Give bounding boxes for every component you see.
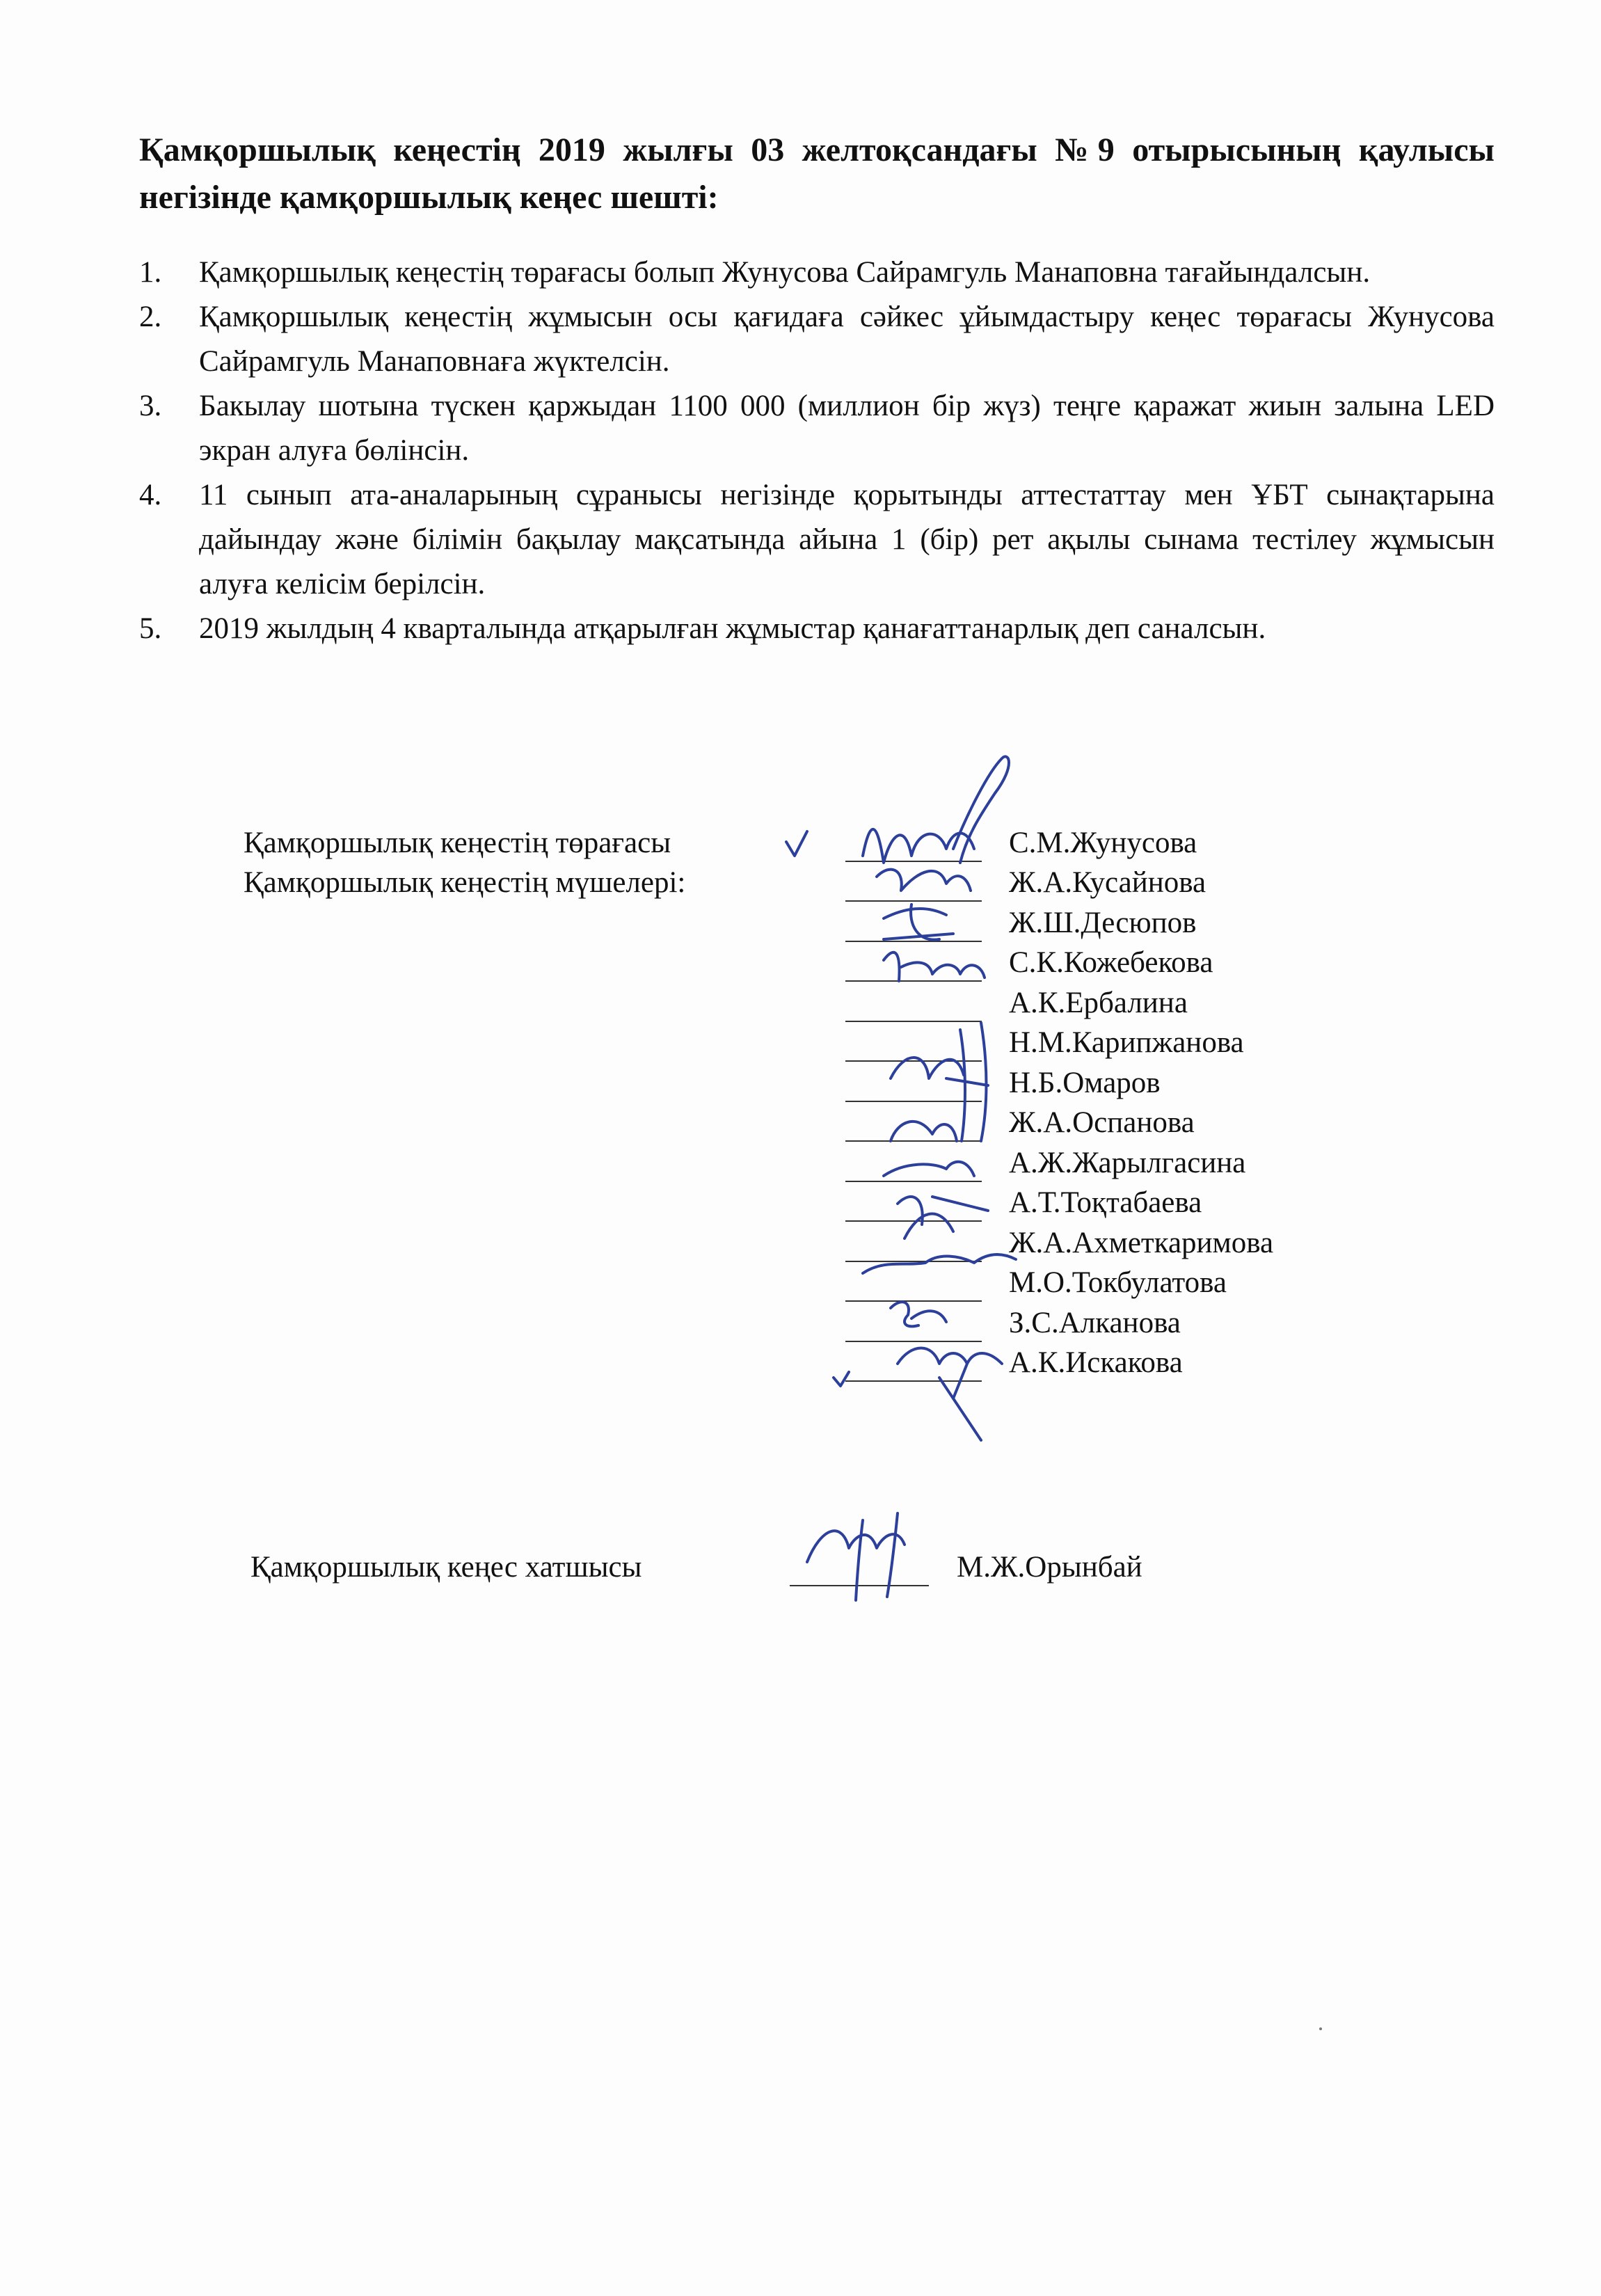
secretary-signature-line [790, 1585, 929, 1586]
signature-line [845, 900, 982, 902]
signature-line [845, 1300, 982, 1302]
resolution-heading: Қамқоршылық кеңестің 2019 жылғы 03 желтоқсандағы №9 отырысының қаулысы негізінде қамқоршылық кеңес шешті: [139, 131, 1495, 216]
signature-line [845, 1181, 982, 1182]
signature-line [845, 1060, 982, 1062]
signature-line [845, 1341, 982, 1342]
item-text: 2019 жылдың 4 кварталында атқарылған жұмыстар қанағаттанарлық деп саналсын. [199, 612, 1266, 645]
item-number: 4. [139, 479, 162, 511]
decision-item [139, 473, 1495, 607]
decision-item [139, 295, 1495, 384]
item-number: 2. [139, 301, 162, 333]
signature-line [845, 1261, 982, 1262]
member-name: З.С.Алканова [1009, 1307, 1181, 1339]
member-name: С.М.Жунусова [1009, 827, 1197, 859]
member-name: А.К.Искакова [1009, 1346, 1183, 1379]
decision-item [139, 384, 1495, 473]
scan-speck [1319, 2027, 1322, 2030]
decision-item [139, 250, 1495, 295]
item-text: Бакылау шотына түскен қаржыдан 1100 000 (миллион бір жүз) теңге қаражат жиын залына LED экран алуға бөлінсін. [199, 390, 1495, 467]
item-number: 1. [139, 256, 162, 289]
item-number: 3. [139, 390, 162, 422]
member-name: Ж.Ш.Десюпов [1009, 907, 1197, 939]
member-name: С.К.Кожебекова [1009, 946, 1213, 979]
item-text: Қамқоршылық кеңестің төрағасы болып Жунусова Сайрамгуль Манаповна тағайындалсын. [199, 256, 1371, 289]
decision-item [139, 607, 1495, 651]
chair-role-label: Қамқоршылық кеңестің төрағасы [244, 827, 671, 859]
member-name: Ж.А.Кусайнова [1009, 866, 1206, 899]
signature-line [845, 861, 982, 862]
member-name: А.Ж.Жарылгасина [1009, 1147, 1246, 1179]
members-role-label: Қамқоршылық кеңестің мүшелері: [244, 866, 686, 899]
item-text: Қамқоршылық кеңестің жұмысын осы қағидаға сәйкес ұйымдастыру кеңес төрағасы Жунусова Сайрамгуль Манаповнаға жүктелсін. [199, 301, 1495, 378]
signature-line [845, 1101, 982, 1102]
member-name: М.О.Токбулатова [1009, 1266, 1227, 1299]
signature-line [845, 980, 982, 982]
item-number: 5. [139, 612, 162, 645]
member-name: Н.Б.Омаров [1009, 1067, 1161, 1099]
secretary-role-label: Қамқоршылық кеңес хатшысы [250, 1551, 642, 1584]
signature-line [845, 1021, 982, 1022]
signature-line [845, 1140, 982, 1142]
member-name: Ж.А.Ахметкаримова [1009, 1227, 1274, 1259]
signature-line [845, 1380, 982, 1382]
member-name: А.Т.Тоқтабаева [1009, 1186, 1202, 1219]
signature-line [845, 1220, 982, 1222]
secretary-name: М.Ж.Орынбай [957, 1551, 1142, 1584]
decision-list [139, 250, 1495, 651]
member-name: А.К.Ербалина [1009, 987, 1188, 1019]
member-name: Ж.А.Оспанова [1009, 1106, 1195, 1139]
signature-line [845, 941, 982, 942]
item-text: 11 сынып ата-аналарының сұранысы негізінде қорытынды аттестаттау мен ҰБТ сынақтарына дайындау және білімін бақылау мақсатында айына 1 (бір) рет ақылы сынама тестілеу жұмысын алуға келісім берілсін. [199, 479, 1495, 600]
member-name: Н.М.Карипжанова [1009, 1026, 1244, 1059]
secretary-signature [793, 1506, 932, 1604]
handwritten-signatures [779, 751, 1030, 1447]
